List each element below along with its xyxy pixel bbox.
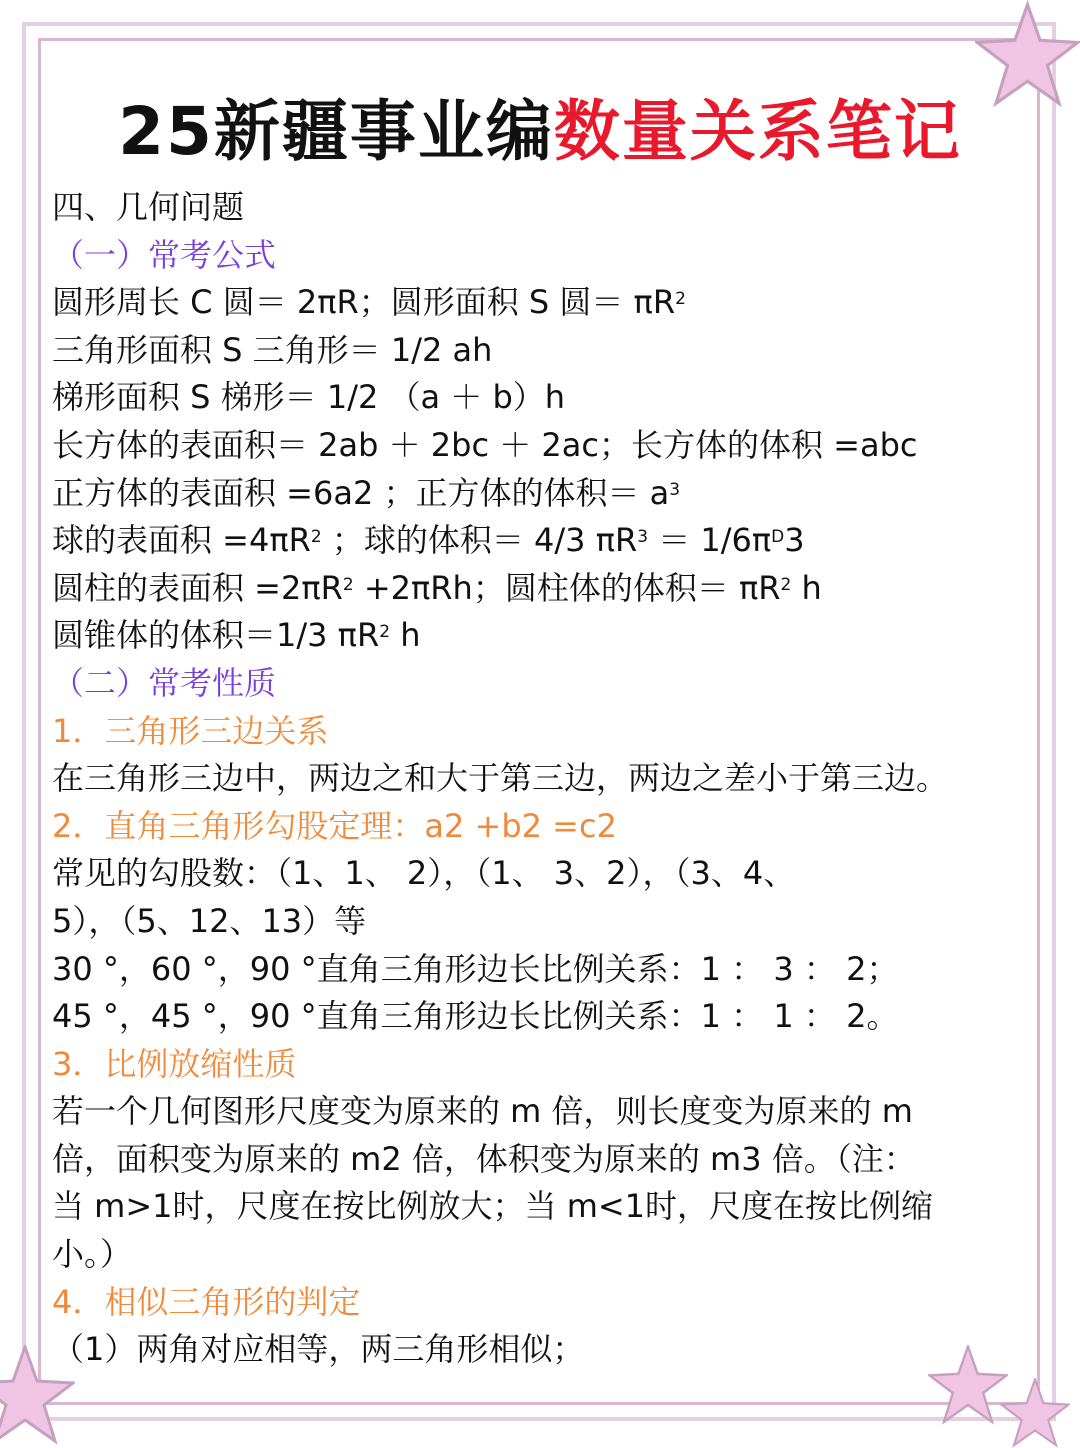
star-icon: [1000, 1378, 1070, 1448]
text-line: 30 °，60 °，90 °直角三角形边长比例关系：1 ： 3 ： 2；: [52, 949, 899, 988]
topic-heading-triangle-sides: 1．三角形三边关系: [52, 711, 329, 750]
subsection-heading-formulas: （一）常考公式: [52, 235, 277, 274]
formula-cone: 圆锥体的体积＝1/3 $\pi R^2$ h: [52, 616, 421, 655]
text-line: 45 °，45 °，90 °直角三角形边长比例关系：1 ： 1 ： 2。: [52, 997, 899, 1036]
formula-cylinder: 圆柱的表面积 $=2\pi R^2 +2\pi Rh$；圆柱体的体积＝ $\pi R^2$ h: [52, 568, 822, 607]
formula-circle: 圆形周长 C 圆＝ 2πR；圆形面积 S 圆＝ $\pi R^2$: [52, 283, 686, 322]
text-line: 若一个几何图形尺度变为原来的 m 倍，则长度变为原来的 m: [52, 1092, 913, 1131]
text-line: 倍，面积变为原来的 m2 倍，体积变为原来的 m3 倍。（注：: [52, 1139, 916, 1178]
formula-cube: 正方体的表面积 =6a2 ；正方体的体积＝ $a^3$: [52, 473, 681, 512]
formula-sphere: 球的表面积 $=4\pi R^2$ ；球的体积＝ 4/3 $\pi R^3 = 1/6\pi^D3$: [52, 521, 805, 560]
title-part-red: 数量关系笔记: [553, 93, 962, 170]
text-line: （1）两角对应相等，两三角形相似；: [52, 1330, 585, 1369]
text-line: 在三角形三边中，两边之和大于第三边，两边之差小于第三边。: [52, 759, 949, 798]
notes-body: [52, 184, 1042, 1374]
subsection-heading-properties: （二）常考性质: [52, 663, 277, 702]
text-line: 常见的勾股数：（1、1、 2），（1、 3、2），（3、4、: [52, 854, 796, 893]
page-title: [0, 78, 1080, 173]
formula-trapezoid: 梯形面积 S 梯形＝ 1/2 （a ＋ b）h: [52, 378, 566, 417]
formula-cuboid: 长方体的表面积＝ 2ab ＋ 2bc ＋ 2ac；长方体的体积 =abc: [52, 425, 918, 464]
section-heading: 四、几何问题: [52, 188, 245, 226]
text-line: 当 m>1时，尺度在按比例放大；当 m<1时，尺度在按比例缩: [52, 1187, 934, 1226]
title-part-black: 25新疆事业编: [118, 93, 554, 170]
text-line: 小。）: [52, 1235, 133, 1274]
topic-heading-pythagorean: 2．直角三角形勾股定理：a2 +b2 =c2: [52, 806, 617, 845]
formula-triangle: 三角形面积 S 三角形＝ 1/2 ah: [52, 330, 493, 369]
topic-heading-scaling: 3．比例放缩性质: [52, 1044, 297, 1083]
topic-heading-similar-triangles: 4．相似三角形的判定: [52, 1282, 361, 1321]
text-line: 5），（5、12、13）等: [52, 901, 367, 940]
